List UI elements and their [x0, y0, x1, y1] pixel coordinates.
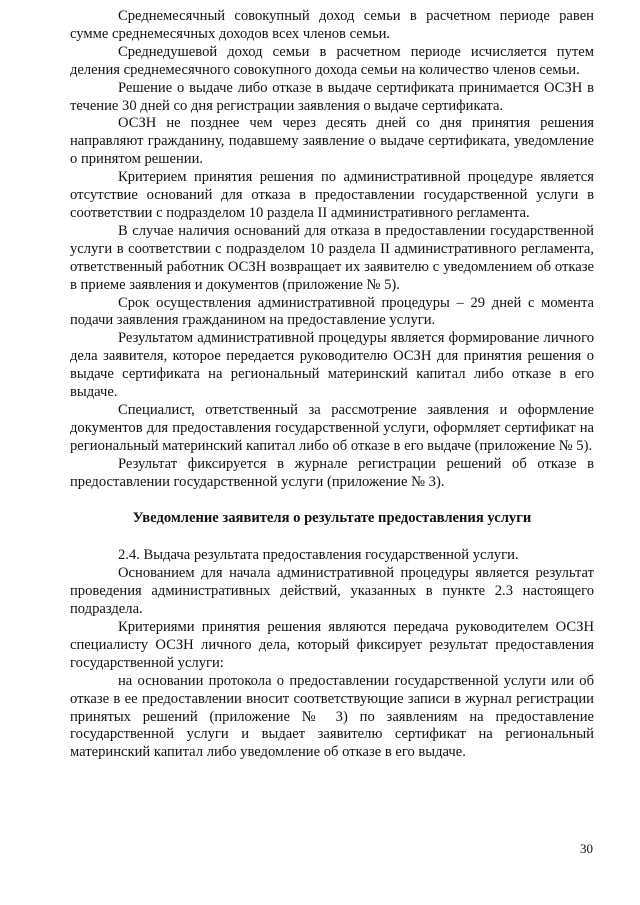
page-number: 30 [580, 841, 593, 856]
paragraph-decision-criteria: Критериями принятия решения являются передача руководителем ОСЗН специалисту ОСЗН личного дела, который фиксирует результат предоставления государственной услуги: [70, 619, 594, 671]
paragraph-per-capita-income: Среднедушевой доход семьи в расчетном периоде исчисляется путем деления среднемесячного совокупного дохода семьи на количество членов семьи. [70, 43, 594, 78]
paragraph-section-2-4: 2.4. Выдача результата предоставления государственной услуги. [118, 547, 519, 564]
page-content [70, 8, 594, 762]
paragraph-decision-term: Решение о выдаче либо отказе в выдаче сертификата принимается ОСЗН в течение 30 дней со дня регистрации заявления о выдаче сертификата. [70, 79, 594, 114]
paragraph-procedure-basis: Основанием для начала административной процедуры является результат проведения административных действий, указанных в пункте 2.3 настоящего подраздела. [70, 565, 594, 618]
paragraph-refusal-grounds: В случае наличия оснований для отказа в предоставлении государственной услуги в соответствии с подразделом 10 раздела II административного регламента, ответственный работник ОСЗН возвращает их заявителю с уведомлением об отказе в приеме заявления и документов (приложение № 5). [70, 222, 594, 293]
paragraph-procedure-result: Результатом административной процедуры является формирование личного дела заявителя, которое передается руководителю ОСЗН для принятия решения о выдаче сертификата на региональный материнский капитал либо отказе в его выдаче. [70, 330, 594, 401]
paragraph-procedure-term: Срок осуществления административной процедуры – 29 дней с момента подачи заявления гражданином на предоставление услуги. [70, 294, 594, 329]
section-heading: Уведомление заявителя о результате предоставления услуги [132, 510, 532, 527]
paragraph-family-income: Среднемесячный совокупный доход семьи в расчетном периоде равен сумме среднемесячных доходов всех членов семьи. [70, 8, 594, 42]
paragraph-protocol-record: на основании протокола о предоставлении государственной услуги или об отказе в ее предоставлении вносит соответствующие записи в журнал регистрации принятых решений (приложение № 3) по заявлениям на предоставление государственной услуги и выдает заявителю сертификат на региональный материнский капитал либо уведомление об отказе в его выдаче. [70, 672, 594, 761]
paragraph-specialist: Специалист, ответственный за рассмотрение заявления и оформление документов для предоставления государственной услуги, оформляет сертификат на региональный материнский капитал либо об отказе в его выдаче (приложение № 5). [70, 401, 594, 454]
paragraph-decision-criterion: Критерием принятия решения по административной процедуре является отсутствие оснований для отказа в предоставлении государственной услуги в соответствии с подразделом 10 раздела II административного регламента. [70, 169, 594, 221]
paragraph-result-registration: Результат фиксируется в журнале регистрации решений об отказе в предоставлении государственной услуги (приложение № 3). [70, 455, 594, 490]
paragraph-notification: ОСЗН не позднее чем через десять дней со дня принятия решения направляют гражданину, подавшему заявление о выдаче сертификата, уведомление о принятом решении. [70, 115, 594, 168]
